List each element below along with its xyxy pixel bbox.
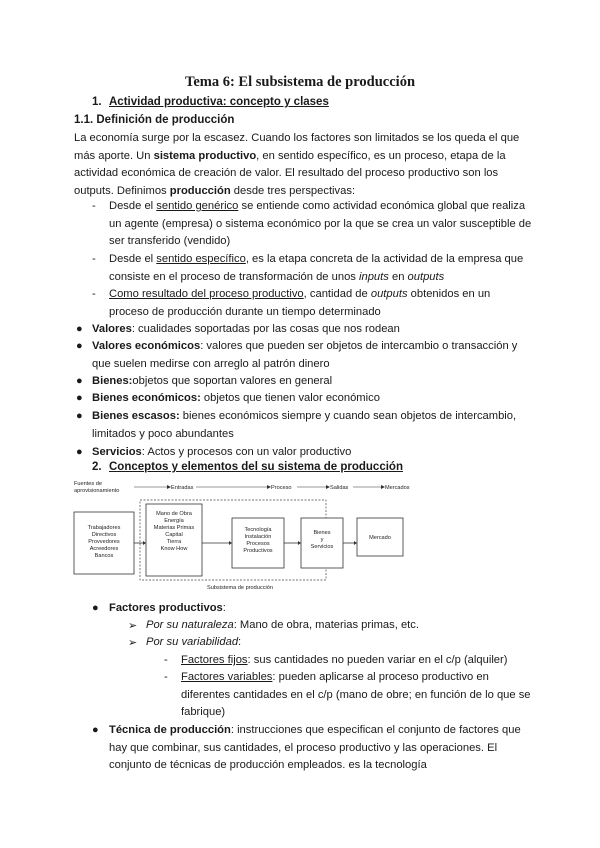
inputs-line: Mano de Obra [156, 511, 192, 517]
definition-text: objetos que soportan valores en general [132, 375, 333, 387]
perspective-text: , es la etapa concreta de la actividad de la empresa que [245, 253, 524, 265]
process-line: Procesos [246, 541, 270, 547]
intro-term-sistema-productivo: sistema productivo [153, 149, 257, 162]
goods-line: Bienes [313, 530, 331, 536]
production-subsystem-diagram [72, 478, 538, 596]
definition-text: : valores que pueden ser objetos de intercambio o transacción y [200, 340, 518, 352]
definition-term: Bienes: [92, 375, 133, 387]
technique-term: Técnica de producción [109, 724, 231, 736]
inputs-line: Materias Primas [153, 525, 195, 531]
bullet-dot: ● [76, 410, 83, 422]
flow-label-inputs: Entradas [171, 485, 194, 491]
flow-label-process: Proceso [271, 485, 292, 491]
perspective-specific [109, 251, 523, 286]
perspective-result [109, 286, 490, 321]
perspective-term: Como resultado del proceso productivo [109, 288, 304, 300]
supply-line: Trabajadores [87, 525, 121, 531]
perspective-text: se entiende como actividad económica global que realiza [238, 200, 526, 212]
factors-fixed-term: Factores fijos [181, 654, 248, 666]
technique-text: : instrucciones que especifican el conjunto de factores que [230, 724, 521, 736]
goods-line: y [320, 537, 324, 543]
factors-variable-text: : pueden aplicarse al proceso productivo en [272, 671, 489, 683]
definition-term: Servicios [92, 446, 142, 458]
dash-bullet: - [92, 200, 96, 212]
bullet-dot: ● [92, 602, 99, 614]
definition-valores-economicos [92, 338, 517, 373]
definition-servicios [92, 444, 351, 462]
section-2-number: 2. [92, 461, 102, 473]
process-line: Productivos [243, 548, 273, 554]
process-line: Tecnología [244, 527, 272, 533]
definition-bienes-escasos [92, 408, 516, 443]
intro-text: outputs. Definimos [74, 184, 170, 197]
goods-box [301, 518, 343, 568]
intro-text: , en sentido específico, es un proceso, etapa de la [256, 149, 506, 162]
inputs-line: Know How [160, 546, 188, 552]
subsystem-caption: Subsistema de producción [207, 585, 273, 591]
section-2-title: Conceptos y elementos del su sistema de producción [109, 461, 403, 473]
technique-text: conjunto de técnicas de producción empleados. es la tecnología [109, 759, 427, 772]
dash-bullet: - [92, 288, 96, 300]
intro-text: más aporte. Un [74, 149, 154, 162]
market-label: Mercado [369, 535, 391, 541]
technique-text: hay que combinar, sus cantidades, el proceso productivo y las operaciones. El [109, 741, 498, 754]
factors-fixed [181, 652, 507, 670]
perspective-text: , cantidad de [303, 288, 371, 300]
definition-text: limitados y poco abundantes [92, 427, 234, 440]
section-2-heading [92, 461, 403, 473]
perspective-text: consiste en el proceso de transformación de unos [109, 270, 359, 283]
subsection-1-1-heading: 1.1. Definición de producción [74, 114, 235, 126]
factors-nature-label: Por su naturaleza [146, 619, 234, 631]
perspective-italic: inputs [359, 270, 389, 283]
arrow-bullet-icon: ➢ [128, 637, 138, 649]
factors-fixed-text: : sus cantidades no pueden variar en el c/p (alquiler) [247, 654, 508, 666]
definition-text: : Actos y procesos con un valor productivo [141, 446, 352, 458]
supply-line: Bancos [94, 553, 114, 559]
flow-label-sources-line2: aprovisionamiento [74, 488, 120, 494]
inputs-line: Energía [164, 518, 184, 524]
perspective-text: Desde el [109, 253, 157, 265]
bullet-dot: ● [92, 724, 99, 736]
definition-term: Bienes económicos: [92, 392, 201, 404]
perspective-text: en [388, 270, 408, 283]
bullet-dot: ● [76, 323, 83, 335]
factors-variable-term: Factores variables [181, 671, 273, 683]
supply-line: Directivos [91, 532, 117, 538]
intro-paragraph [74, 130, 534, 200]
dash-bullet: - [164, 671, 168, 683]
factors-variable [181, 669, 531, 722]
definition-text: bienes económicos siempre y cuando sean objetos de intercambio, [179, 410, 517, 422]
page-title: Tema 6: El subsistema de producción [184, 74, 416, 90]
flow-label-outputs: Salidas [330, 485, 349, 491]
definition-bienes [92, 373, 332, 391]
intro-line: actividad económica de creación de valor. El resultado del proceso productivo son los [74, 167, 499, 180]
flow-label-sources-line1: Fuentes de [74, 481, 102, 487]
supply-line: Acreedores [89, 546, 119, 552]
section-1-heading [92, 96, 329, 108]
flow-label-markets: Mercados [385, 485, 410, 491]
definition-bienes-economicos [92, 390, 380, 408]
factors-variable-text: fabrique) [181, 706, 226, 719]
definition-term: Bienes escasos: [92, 410, 180, 422]
technique-of-production [109, 722, 521, 775]
definition-text: : cualidades soportadas por las cosas que nos rodean [131, 323, 400, 335]
factors-productive [109, 600, 226, 618]
dash-bullet: - [164, 654, 168, 666]
bullet-dot: ● [76, 375, 83, 387]
definition-term: Valores [92, 323, 132, 335]
dash-bullet: - [92, 253, 96, 265]
definition-valores [92, 321, 400, 339]
factors-variability-colon: : [238, 636, 242, 648]
bullet-dot: ● [76, 392, 83, 404]
perspective-term: sentido específico [156, 253, 246, 265]
perspective-generic [109, 198, 531, 251]
perspective-text: ser transferido (vendido) [109, 235, 231, 248]
perspective-text: obtenidos en un [407, 288, 491, 300]
arrow-bullet-icon: ➢ [128, 620, 138, 632]
factors-term: Factores productivos [109, 602, 223, 614]
section-1-title: Actividad productiva: concepto y clases [109, 96, 329, 108]
bullet-dot: ● [76, 340, 83, 352]
goods-line: Servicios [310, 544, 334, 550]
perspective-term: sentido genérico [156, 200, 239, 212]
process-line: Instalación [244, 534, 272, 540]
factors-nature-text: : Mano de obra, materias primas, etc. [233, 619, 419, 631]
definition-text: objetos que tienen valor económico [200, 392, 380, 404]
supply-line: Provvedores [88, 539, 120, 545]
factors-nature [146, 617, 419, 635]
factors-colon: : [222, 602, 226, 614]
intro-line [74, 148, 534, 166]
section-1-number: 1. [92, 96, 102, 108]
perspective-text: Desde el [109, 200, 157, 212]
definition-text: que suelen medirse con arreglo al patrón dinero [92, 357, 330, 370]
factors-variability-label: Por su variabilidad [146, 636, 239, 648]
definition-term: Valores económicos [92, 340, 201, 352]
intro-term-produccion: producción [169, 184, 231, 197]
intro-text: desde tres perspectivas: [230, 184, 356, 197]
perspective-italic: outputs [370, 288, 408, 300]
inputs-line: Capital [165, 532, 183, 538]
perspective-text: un agente (empresa) o sistema económico por la que se crea un valor susceptible de [109, 217, 532, 230]
intro-line: La economía surge por la escasez. Cuando los factores son limitados se los queda el que [74, 132, 520, 144]
factors-variable-text: diferentes cantidades en el c/p (mano de obre; en función de lo que se [181, 688, 531, 701]
perspective-text: proceso de producción durante un tiempo determinado [109, 305, 381, 318]
factors-variability [146, 634, 241, 652]
inputs-line: Tierra [166, 539, 182, 545]
perspective-italic: outputs [407, 270, 445, 283]
bullet-dot: ● [76, 446, 83, 458]
